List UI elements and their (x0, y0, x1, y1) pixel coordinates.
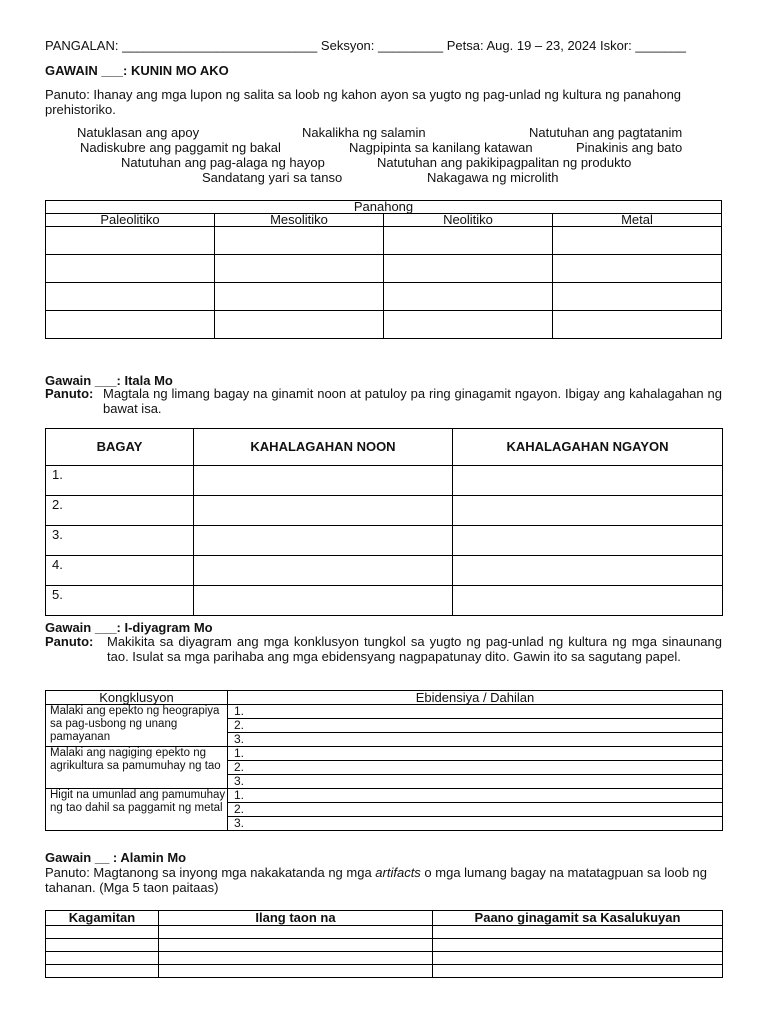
bagay-table (45, 428, 723, 616)
word-bank-row (45, 125, 722, 140)
activity3-instruction (45, 634, 722, 664)
panahong-row (46, 283, 722, 311)
activity4-title: Gawain __ : Alamin Mo (45, 850, 187, 865)
kagamitan-cell[interactable] (433, 965, 723, 978)
activity3-title: Gawain ___: I-diyagram Mo (45, 620, 213, 635)
kagamitan-column-header: Kagamitan (46, 911, 159, 926)
panuto-label: Panuto: (45, 634, 94, 649)
score-label: Iskor: (600, 38, 632, 53)
evidence-cell[interactable]: 2. (228, 719, 723, 733)
diagram-column-header: Kongklusyon (46, 691, 228, 705)
bagay-cell[interactable]: 3. (46, 526, 194, 556)
kahalagahan-ngayon-cell[interactable] (453, 526, 723, 556)
word-bank-item: Pinakinis ang bato (576, 140, 683, 155)
answer-cell[interactable] (384, 311, 553, 339)
word-bank (45, 125, 722, 185)
word-bank-item: Nakagawa ng microlith (427, 170, 559, 185)
kahalagahan-noon-cell[interactable] (194, 586, 453, 616)
kahalagahan-noon-cell[interactable] (194, 526, 453, 556)
kagamitan-cell[interactable] (46, 939, 159, 952)
activity4-instruction (45, 865, 722, 895)
diagram-row (46, 789, 723, 803)
name-field[interactable]: ___________________________ (122, 38, 318, 53)
word-bank-item: Natutuhan ang pag-alaga ng hayop (121, 155, 325, 170)
activity1-title: GAWAIN ___: KUNIN MO AKO (45, 63, 229, 78)
kagamitan-row (46, 952, 723, 965)
evidence-cell[interactable]: 1. (228, 789, 723, 803)
panuto-label: Panuto: (45, 386, 94, 401)
kagamitan-cell[interactable] (159, 939, 433, 952)
evidence-cell[interactable]: 3. (228, 775, 723, 789)
answer-cell[interactable] (553, 311, 722, 339)
answer-cell[interactable] (215, 255, 384, 283)
name-label: PANGALAN: (45, 38, 119, 53)
conclusion-cell: Higit na umunlad ang pamumuhay ng tao dahil sa paggamit ng metal (46, 789, 228, 831)
kagamitan-cell[interactable] (46, 965, 159, 978)
kahalagahan-ngayon-cell[interactable] (453, 556, 723, 586)
period-column-header: Paleolitiko (46, 214, 215, 227)
answer-cell[interactable] (215, 283, 384, 311)
activity4-instruction-post: o mga lumang bagay na matatagpuan sa loob ng tahanan. (Mga 5 taon paitaas) (45, 865, 708, 895)
kagamitan-row (46, 939, 723, 952)
bagay-table-wrap (45, 428, 722, 616)
kahalagahan-noon-cell[interactable] (194, 556, 453, 586)
word-bank-item: Natutuhan ang pagtatanim (529, 125, 683, 140)
kagamitan-column-header: Ilang taon na (159, 911, 433, 926)
kahalagahan-noon-cell[interactable] (194, 466, 453, 496)
conclusion-cell: Malaki ang nagiging epekto ng agrikultura sa pamumuhay ng tao (46, 747, 228, 789)
kagamitan-cell[interactable] (433, 939, 723, 952)
answer-cell[interactable] (46, 283, 215, 311)
word-bank-item: Natutuhan ang pakikipagpalitan ng produkto (377, 155, 632, 170)
answer-cell[interactable] (384, 283, 553, 311)
bagay-cell[interactable]: 5. (46, 586, 194, 616)
word-bank-item: Nadiskubre ang paggamit ng bakal (80, 140, 281, 155)
conclusion-cell: Malaki ang epekto ng heograpiya sa pag-usbong ng unang pamayanan (46, 705, 228, 747)
answer-cell[interactable] (553, 227, 722, 255)
kagamitan-row (46, 926, 723, 939)
answer-cell[interactable] (553, 255, 722, 283)
panahong-table (45, 200, 722, 339)
diagram-row (46, 705, 723, 719)
kagamitan-cell[interactable] (433, 926, 723, 939)
bagay-row (46, 526, 723, 556)
evidence-cell[interactable]: 2. (228, 803, 723, 817)
kahalagahan-ngayon-cell[interactable] (453, 466, 723, 496)
section-field[interactable]: _________ (378, 38, 444, 53)
kahalagahan-ngayon-cell[interactable] (453, 496, 723, 526)
panahong-row (46, 255, 722, 283)
evidence-cell[interactable]: 3. (228, 817, 723, 831)
kagamitan-cell[interactable] (159, 926, 433, 939)
score-field[interactable]: _______ (635, 38, 687, 53)
diagram-header-row (46, 691, 723, 705)
activity4-instruction-pre: Panuto: Magtanong sa inyong mga nakakatanda ng mga (45, 865, 376, 880)
period-column-header: Neolitiko (384, 214, 553, 227)
diagram-table (45, 690, 723, 831)
header-line (45, 38, 722, 53)
evidence-cell[interactable]: 2. (228, 761, 723, 775)
panahong-header-row (46, 214, 722, 227)
evidence-cell[interactable]: 1. (228, 705, 723, 719)
bagay-row (46, 556, 723, 586)
bagay-column-header: KAHALAGAHAN NGAYON (453, 429, 723, 466)
word-bank-item: Sandatang yari sa tanso (202, 170, 343, 185)
kahalagahan-noon-cell[interactable] (194, 496, 453, 526)
kagamitan-row (46, 965, 723, 978)
evidence-cell[interactable]: 1. (228, 747, 723, 761)
activity2-instruction-text: Magtala ng limang bagay na ginamit noon at patuloy pa ring ginagamit ngayon. Ibigay ang kahalagahan ng bawat isa. (103, 386, 722, 416)
answer-cell[interactable] (384, 227, 553, 255)
evidence-cell[interactable]: 3. (228, 733, 723, 747)
answer-cell[interactable] (215, 227, 384, 255)
kagamitan-cell[interactable] (159, 965, 433, 978)
activity2-title: Gawain ___: Itala Mo (45, 373, 173, 388)
kagamitan-table-wrap (45, 910, 722, 978)
bagay-row (46, 496, 723, 526)
bagay-row (46, 466, 723, 496)
bagay-cell[interactable]: 1. (46, 466, 194, 496)
period-column-header: Mesolitiko (215, 214, 384, 227)
activity3-instruction-text: Makikita sa diyagram ang mga konklusyon tungkol sa yugto ng pag-unlad ng kultura ng mga sinaunang tao. Isulat sa mga parihaba ang mga ebidensyang nagpapatunay dito. Gawin ito sa sagutang papel. (107, 634, 722, 664)
activity1-instruction: Panuto: Ihanay ang mga lupon ng salita sa loob ng kahon ayon sa yugto ng pag-unlad ng kultura ng panahong prehistoriko. (45, 87, 682, 117)
word-bank-row (45, 155, 722, 170)
answer-cell[interactable] (553, 283, 722, 311)
kagamitan-column-header: Paano ginagamit sa Kasalukuyan (433, 911, 723, 926)
diagram-column-header: Ebidensiya / Dahilan (228, 691, 723, 705)
panahong-table-wrap (45, 200, 722, 339)
period-column-header: Metal (553, 214, 722, 227)
answer-cell[interactable] (46, 255, 215, 283)
kahalagahan-ngayon-cell[interactable] (453, 586, 723, 616)
diagram-table-wrap (45, 690, 722, 831)
bagay-cell[interactable]: 2. (46, 496, 194, 526)
answer-cell[interactable] (384, 255, 553, 283)
kagamitan-cell[interactable] (46, 952, 159, 965)
kagamitan-header-row (46, 911, 723, 926)
kagamitan-cell[interactable] (433, 952, 723, 965)
date-value: Aug. 19 – 23, 2024 (486, 38, 597, 53)
diagram-row (46, 747, 723, 761)
activity2-instruction (45, 386, 722, 416)
bagay-row (46, 586, 723, 616)
section-label: Seksyon: (320, 38, 375, 53)
bagay-column-header: KAHALAGAHAN NOON (194, 429, 453, 466)
kagamitan-table (45, 910, 723, 978)
word-bank-row (45, 170, 722, 185)
answer-cell[interactable] (46, 227, 215, 255)
kagamitan-cell[interactable] (159, 952, 433, 965)
word-bank-row (45, 140, 722, 155)
panahong-row (46, 311, 722, 339)
date-label: Petsa: (446, 38, 484, 53)
answer-cell[interactable] (46, 311, 215, 339)
answer-cell[interactable] (215, 311, 384, 339)
word-bank-item: Nakalikha ng salamin (302, 125, 426, 140)
bagay-header-row (46, 429, 723, 466)
panahong-row (46, 227, 722, 255)
word-bank-item: Nagpipinta sa kanilang katawan (349, 140, 533, 155)
activity4-instruction-em: artifacts (375, 865, 421, 880)
panahong-table-title: Panahong (46, 201, 722, 214)
bagay-cell[interactable]: 4. (46, 556, 194, 586)
bagay-column-header: BAGAY (46, 429, 194, 466)
word-bank-item: Natuklasan ang apoy (77, 125, 200, 140)
kagamitan-cell[interactable] (46, 926, 159, 939)
